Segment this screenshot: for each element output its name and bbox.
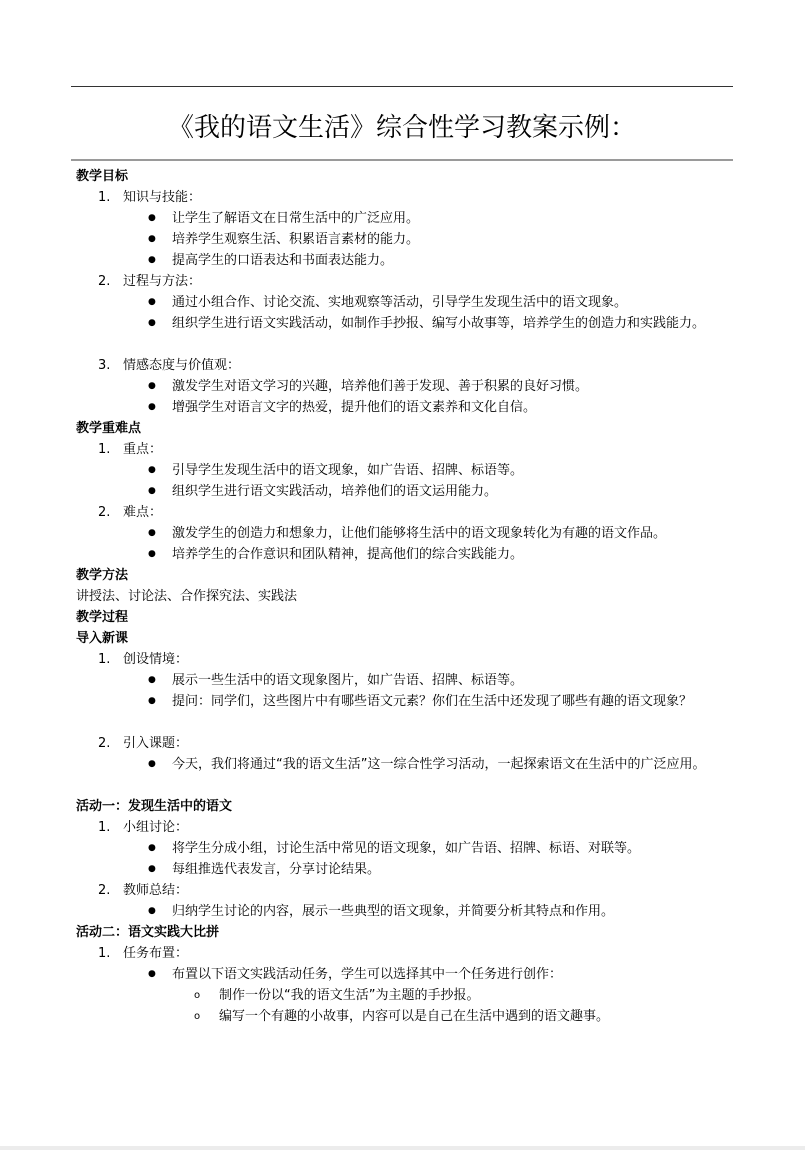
- list-number: 1.: [98, 820, 111, 835]
- bullet-text: 今天，我们将通过“我的语文生活”这一综合性学习活动，一起探索语文在生活中的广泛应用。: [172, 757, 706, 772]
- bullet-icon: ●: [148, 402, 156, 412]
- section-heading-goals: 教学目标: [76, 169, 129, 184]
- bullet-icon: ●: [148, 318, 156, 328]
- bullet-item: [76, 859, 738, 880]
- list-number: 1.: [98, 946, 111, 961]
- bullet-icon: ●: [148, 213, 156, 223]
- bullet-text: 增强学生对语言文字的热爱，提升他们的语文素养和文化自信。: [172, 400, 537, 415]
- bullet-item: [76, 523, 738, 544]
- list-number: 1.: [98, 442, 111, 457]
- section-heading-method: 教学方法: [76, 568, 129, 583]
- bullet-icon: ●: [148, 234, 156, 244]
- bullet-icon: ●: [148, 675, 156, 685]
- bullet-text: 让学生了解语文在日常生活中的广泛应用。: [172, 211, 420, 226]
- bullet-item: [76, 901, 738, 922]
- bullet-text: 组织学生进行语文实践活动，如制作手抄报、编写小故事等，培养学生的创造力和实践能力。: [172, 316, 706, 331]
- numbered-item: [76, 817, 738, 838]
- numbered-item: [76, 439, 738, 460]
- item-label: 难点：: [123, 505, 163, 520]
- numbered-item: [76, 187, 738, 208]
- numbered-item: [76, 355, 738, 376]
- bullet-icon: ●: [148, 486, 156, 496]
- bullet-text: 引导学生发现生活中的语文现象，如广告语、招牌、标语等。: [172, 463, 524, 478]
- list-number: 1.: [98, 190, 111, 205]
- bullet-icon: ●: [148, 864, 156, 874]
- bullet-item: [76, 313, 738, 355]
- item-label: 创设情境：: [123, 652, 189, 667]
- numbered-item: [76, 271, 738, 292]
- bullet-item: [76, 544, 738, 565]
- bullet-text: 通过小组合作、讨论交流、实地观察等活动，引导学生发现生活中的语文现象。: [172, 295, 628, 310]
- list-number: 3.: [98, 358, 111, 373]
- numbered-item: [76, 502, 738, 523]
- document-title: 《我的语文生活》综合性学习教案示例：: [167, 113, 636, 143]
- item-label: 情感态度与价值观：: [123, 358, 241, 373]
- item-label: 引入课题：: [123, 736, 189, 751]
- bullet-item: [76, 754, 738, 796]
- bullet-icon: ●: [148, 255, 156, 265]
- bullet-item: [76, 460, 738, 481]
- bullet-item: [76, 481, 738, 502]
- list-number: 2.: [98, 505, 111, 520]
- bullet-text: 提高学生的口语表达和书面表达能力。: [172, 253, 394, 268]
- bullet-icon: ●: [148, 696, 156, 706]
- bullet-icon: ●: [148, 969, 156, 979]
- item-label: 任务布置：: [123, 946, 189, 961]
- bullet-icon: ●: [148, 843, 156, 853]
- bullet-item: [76, 397, 738, 418]
- subsection-heading-activity-1: 活动一：发现生活中的语文: [76, 799, 233, 814]
- bullet-text: 激发学生对语文学习的兴趣，培养他们善于发现、善于积累的良好习惯。: [172, 379, 589, 394]
- sub-bullet-text: 编写一个有趣的小故事，内容可以是自己在生活中遇到的语文趣事。: [219, 1009, 610, 1024]
- bullet-text: 每组推选代表发言，分享讨论结果。: [172, 862, 381, 877]
- item-label: 教师总结：: [123, 883, 189, 898]
- bullet-item: [76, 376, 738, 397]
- section-heading-process: 教学过程: [76, 610, 129, 625]
- bullet-item: [76, 838, 738, 859]
- bullet-text: 归纳学生讨论的内容，展示一些典型的语文现象，并简要分析其特点和作用。: [172, 904, 615, 919]
- sub-bullet-item: [76, 1006, 738, 1027]
- sub-bullet-text: 制作一份以“我的语文生活”为主题的手抄报。: [219, 988, 480, 1003]
- bullet-item: [76, 208, 738, 229]
- circle-bullet-icon: o: [194, 1011, 201, 1022]
- item-label: 知识与技能：: [123, 190, 202, 205]
- list-number: 2.: [98, 274, 111, 289]
- top-rule: [71, 86, 733, 87]
- bullet-item: [76, 250, 738, 271]
- numbered-item: [76, 649, 738, 670]
- bullet-icon: ●: [148, 528, 156, 538]
- bullet-item: [76, 964, 738, 985]
- subsection-heading-activity-2: 活动二：语文实践大比拼: [76, 925, 220, 940]
- section-heading-key-points: 教学重难点: [76, 421, 142, 436]
- bullet-text: 展示一些生活中的语文现象图片，如广告语、招牌、标语等。: [172, 673, 524, 688]
- title-underline: [71, 159, 733, 161]
- sub-bullet-item: [76, 985, 738, 1006]
- bullet-item: [76, 691, 738, 733]
- bullet-text: 激发学生的创造力和想象力，让他们能够将生活中的语文现象转化为有趣的语文作品。: [172, 526, 667, 541]
- bullet-icon: ●: [148, 759, 156, 769]
- bullet-item: [76, 670, 738, 691]
- bullet-text: 布置以下语文实践活动任务，学生可以选择其中一个任务进行创作：: [172, 967, 563, 982]
- item-label: 小组讨论：: [123, 820, 189, 835]
- bullet-icon: ●: [148, 549, 156, 559]
- item-label: 重点：: [123, 442, 163, 457]
- numbered-item: [76, 880, 738, 901]
- circle-bullet-icon: o: [194, 990, 201, 1001]
- page-bottom-edge: [0, 1146, 805, 1150]
- bullet-icon: ●: [148, 465, 156, 475]
- numbered-item: [76, 943, 738, 964]
- bullet-text: 提问：同学们，这些图片中有哪些语文元素？你们在生活中还发现了哪些有趣的语文现象？: [172, 694, 693, 709]
- bullet-icon: ●: [148, 297, 156, 307]
- subsection-heading-intro: 导入新课: [76, 631, 129, 646]
- item-label: 过程与方法：: [123, 274, 202, 289]
- method-text: 讲授法、讨论法、合作探究法、实践法: [76, 589, 298, 604]
- list-number: 2.: [98, 883, 111, 898]
- bullet-item: [76, 229, 738, 250]
- document-body: [76, 166, 738, 1027]
- bullet-icon: ●: [148, 381, 156, 391]
- list-number: 1.: [98, 652, 111, 667]
- list-number: 2.: [98, 736, 111, 751]
- bullet-text: 将学生分成小组，讨论生活中常见的语文现象，如广告语、招牌、标语、对联等。: [172, 841, 641, 856]
- numbered-item: [76, 733, 738, 754]
- bullet-icon: ●: [148, 906, 156, 916]
- bullet-text: 组织学生进行语文实践活动，培养他们的语文运用能力。: [172, 484, 498, 499]
- bullet-text: 培养学生的合作意识和团队精神，提高他们的综合实践能力。: [172, 547, 524, 562]
- bullet-item: [76, 292, 738, 313]
- bullet-text: 培养学生观察生活、积累语言素材的能力。: [172, 232, 420, 247]
